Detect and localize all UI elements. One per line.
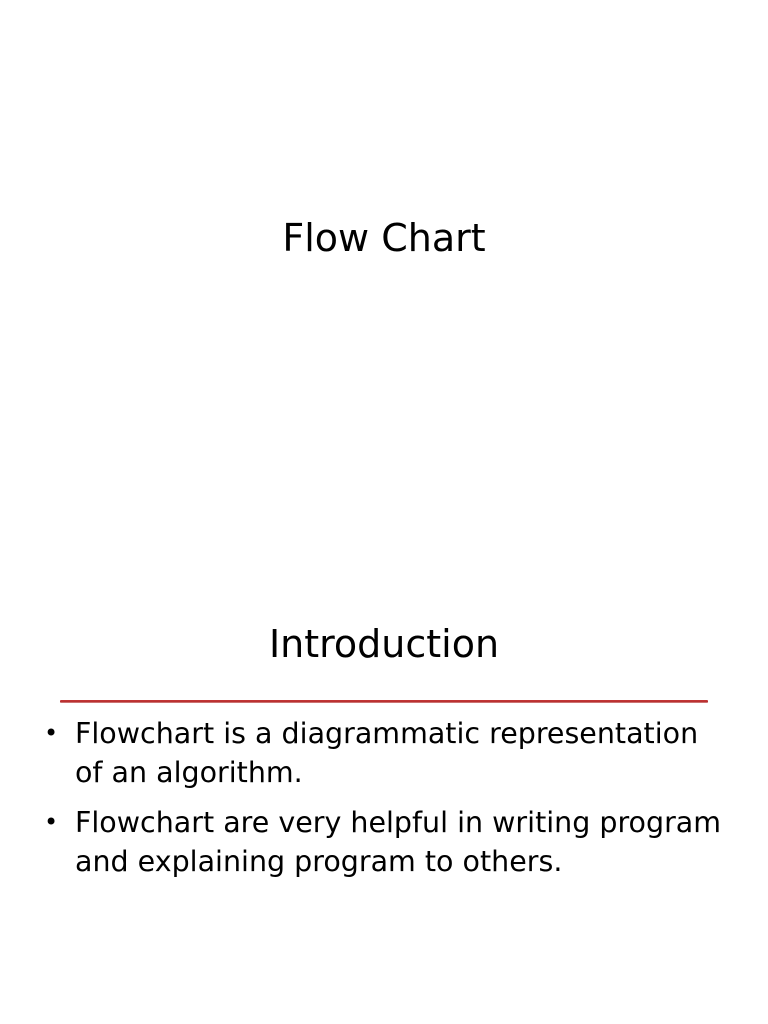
list-item	[44, 803, 724, 881]
title-divider	[60, 700, 708, 703]
slide-title: Flow Chart	[282, 216, 486, 260]
bullet-text: Flowchart are very helpful in writing program and explaining program to others.	[75, 806, 722, 878]
bullet-icon: •	[44, 808, 59, 836]
bullet-list	[44, 714, 724, 892]
section-title: Introduction	[268, 622, 500, 666]
bullet-icon: •	[44, 719, 59, 747]
list-item	[44, 714, 724, 792]
content-slide	[0, 512, 768, 1024]
bullet-text: Flowchart is a diagrammatic representation of an algorithm.	[75, 717, 699, 789]
